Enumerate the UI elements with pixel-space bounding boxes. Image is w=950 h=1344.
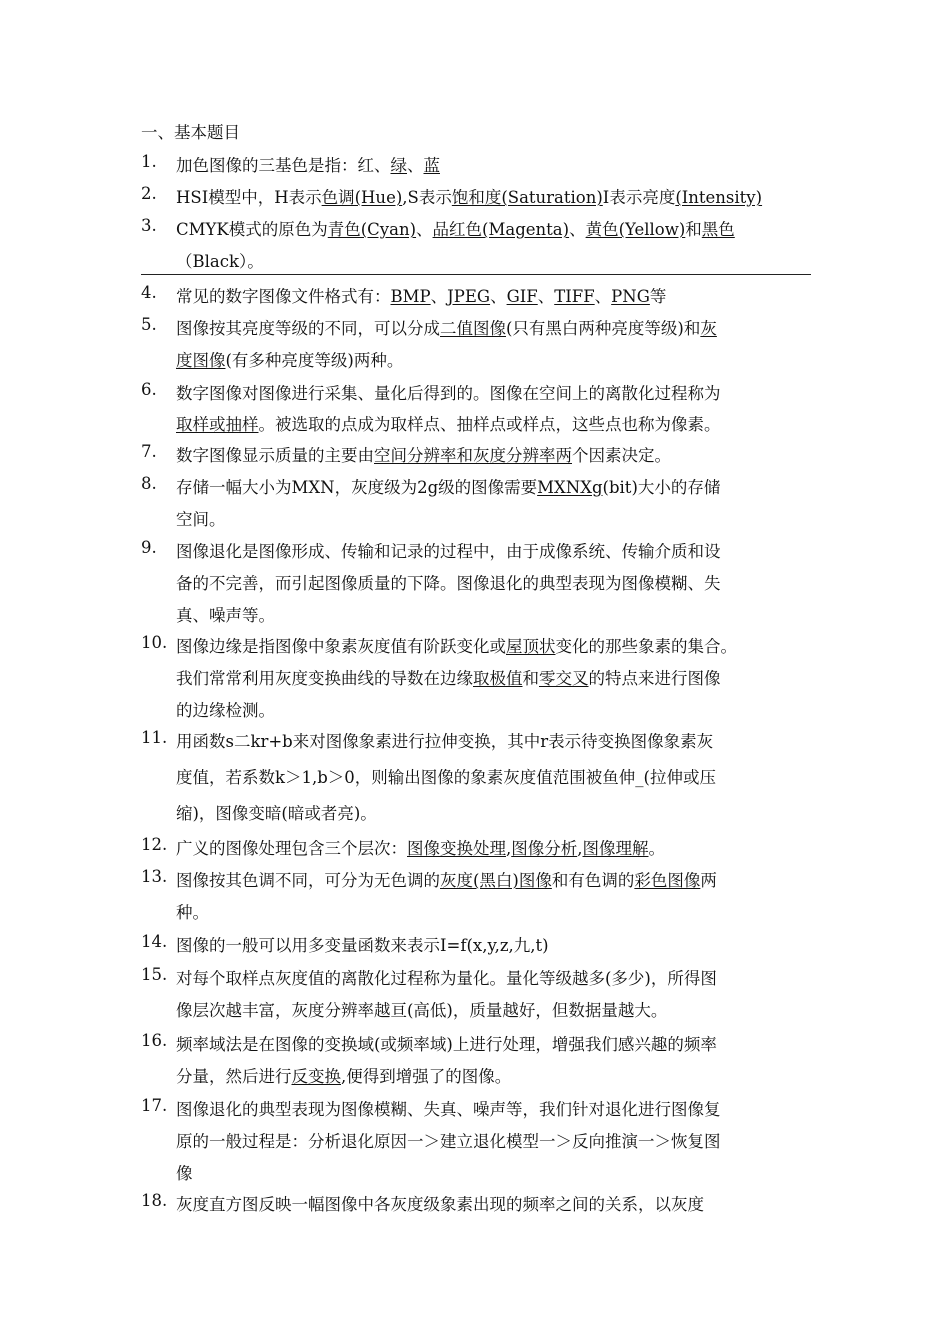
question-text: 灰度直方图反映一幅图像中各灰度级象素出现的频率之间的关系，以灰度 <box>176 1195 704 1214</box>
question-text: 、 <box>430 287 448 306</box>
answer-text: 灰 <box>700 319 717 338</box>
item-text-line <box>176 442 671 466</box>
item-number: 18. <box>141 1191 168 1210</box>
item-number: 12. <box>141 835 168 854</box>
item-text-line <box>176 665 721 689</box>
answer-text: 零交叉 <box>539 669 589 688</box>
question-text: 存储一幅大小为MXN，灰度级为2g级的图像需要 <box>176 478 538 497</box>
answer-text: 蓝 <box>423 156 440 175</box>
item-text-line <box>176 1191 704 1215</box>
item-number: 3. <box>141 216 157 235</box>
item-number: 1. <box>141 152 157 171</box>
item-text-line <box>176 184 762 208</box>
question-text: 像层次越丰富，灰度分辨率越亘(高低)，质量越好，但数据量越大。 <box>176 1001 668 1020</box>
item-number: 6. <box>141 380 157 399</box>
question-text: 图像边缘是指图像中象素灰度值有阶跃变化或 <box>176 637 506 656</box>
item-text-line <box>176 1063 511 1087</box>
section-heading: 一、基本题目 <box>141 123 240 142</box>
answer-text: 图像分析 <box>511 839 578 858</box>
item-text-line <box>176 764 716 788</box>
question-text: 原的一般过程是：分析退化原因一＞建立退化模型一＞反向推演一＞恢复图 <box>176 1132 721 1151</box>
question-text: 两 <box>700 871 717 890</box>
question-text: 真、噪声等。 <box>176 606 275 625</box>
item-text-line <box>176 380 721 404</box>
question-text: 分量，然后进行 <box>176 1067 292 1086</box>
item-text-line <box>176 602 275 626</box>
question-text: 数字图像对图像进行采集、量化后得到的。图像在空间上的离散化过程称为 <box>176 384 721 403</box>
answer-text: 二值图像 <box>440 319 506 338</box>
item-text-line <box>176 728 713 752</box>
item-text-line <box>176 216 735 240</box>
item-text-line <box>176 633 737 657</box>
question-text: 加色图像的三基色是指：红、 <box>176 156 391 175</box>
answer-text: 取极值 <box>473 669 523 688</box>
item-text-line <box>176 1160 193 1184</box>
item-text-line <box>176 867 717 891</box>
question-text: 度值，若系数k＞1,b＞0，则输出图像的象素灰度值范围被鱼伸_(拉伸或压 <box>176 768 716 787</box>
question-text: 常见的数字图像文件格式有： <box>176 287 391 306</box>
item-text-line <box>176 697 275 721</box>
question-text: ,S表示 <box>402 188 452 207</box>
answer-text: MXNXg <box>537 478 603 497</box>
question-text: 空间。 <box>176 510 226 529</box>
item-text-line <box>176 506 226 530</box>
item-text-line <box>176 248 264 272</box>
question-text: 我们常常利用灰度变换曲线的导数在边缘 <box>176 669 473 688</box>
question-text: 对每个取样点灰度值的离散化过程称为量化。量化等级越多(多少)，所得图 <box>176 969 717 988</box>
answer-text: 品红色(Magenta) <box>432 220 570 239</box>
item-number: 11. <box>141 728 168 747</box>
item-number: 16. <box>141 1031 168 1050</box>
answer-text: 取样或抽样 <box>176 415 259 434</box>
item-text-line <box>176 411 721 435</box>
question-text: 图像按其色调不同，可分为无色调的 <box>176 871 440 890</box>
question-text: 图像的一般可以用多变量函数来表示I=f(x,y,z,九,t) <box>176 936 549 955</box>
question-text: (bit)大小的存储 <box>602 478 721 497</box>
answer-text: 色调(Hue) <box>321 188 403 207</box>
question-text: 。被选取的点成为取样点、抽样点或样点，这些点也称为像素。 <box>258 415 721 434</box>
item-text-line <box>176 152 440 176</box>
question-text: 、 <box>569 220 586 239</box>
question-text: 数字图像显示质量的主要由 <box>176 446 374 465</box>
answer-text: 彩色图像 <box>634 871 701 890</box>
item-text-line <box>176 997 667 1021</box>
answer-text: 青色(Cyan) <box>327 220 417 239</box>
item-text-line <box>176 315 717 339</box>
question-text: 频率域法是在图像的变换域(或频率域)上进行处理，增强我们感兴趣的频率 <box>176 1035 717 1054</box>
question-text: 的特点来进行图像 <box>588 669 721 688</box>
question-text: （Black）。 <box>176 252 264 271</box>
item-number: 13. <box>141 867 168 886</box>
question-text: 图像按其亮度等级的不同，可以分成 <box>176 319 440 338</box>
question-text: I表示亮度 <box>602 188 676 207</box>
item-number: 15. <box>141 965 168 984</box>
item-number: 4. <box>141 283 157 302</box>
question-text: 用函数s二kr+b来对图像象素进行拉伸变换，其中r表示待变换图像象素灰 <box>176 732 714 751</box>
question-text: 、 <box>490 287 507 306</box>
answer-text: 度图像 <box>176 351 226 370</box>
item-text-line <box>176 1031 717 1055</box>
item-number: 10. <box>141 633 168 652</box>
item-number: 8. <box>141 474 157 493</box>
item-text-line <box>176 800 377 824</box>
question-text: 、 <box>537 287 555 306</box>
answer-text: 绿 <box>390 156 407 175</box>
answer-text: 屋顶状 <box>506 637 556 656</box>
answer-text: 图像理解 <box>582 839 649 858</box>
question-text: ,便得到增强了的图像。 <box>341 1067 512 1086</box>
question-text: , <box>577 839 583 858</box>
answer-text: 黄色(Yellow) <box>585 220 686 239</box>
question-text: 缩)，图像变暗(暗或者亮)。 <box>176 804 377 823</box>
item-number: 9. <box>141 538 157 557</box>
question-text: 图像退化是图像形成、传输和记录的过程中，由于成像系统、传输介质和设 <box>176 542 721 561</box>
item-text-line <box>176 1096 721 1120</box>
answer-text: PNG <box>611 287 650 306</box>
question-text: (有多种亮度等级)两种。 <box>225 351 404 370</box>
answer-text: GIF <box>506 287 538 306</box>
question-text: 和有色调的 <box>551 871 635 890</box>
question-text: 、 <box>416 220 433 239</box>
item-text-line <box>176 899 209 923</box>
item-text-line <box>176 347 403 371</box>
question-text: 图像退化的典型表现为图像模糊、失真、噪声等，我们针对退化进行图像复 <box>176 1100 721 1119</box>
horizontal-rule <box>141 274 811 275</box>
question-text: (只有黑白两种亮度等级)和 <box>506 319 701 338</box>
item-number: 14. <box>141 932 168 951</box>
question-text: 。 <box>648 839 665 858</box>
question-text: 备的不完善，而引起图像质量的下降。图像退化的典型表现为图像模糊、失 <box>176 574 721 593</box>
item-text-line <box>176 932 549 956</box>
question-text: , <box>506 839 512 858</box>
item-text-line <box>176 1128 721 1152</box>
item-text-line <box>176 283 666 307</box>
question-text: 和 <box>522 669 539 688</box>
question-text: 个因素决定。 <box>572 446 671 465</box>
question-text: HSI模型中，H表示 <box>176 188 322 207</box>
item-number: 7. <box>141 442 157 461</box>
answer-text: TIFF <box>554 287 595 306</box>
question-text: 、 <box>594 287 612 306</box>
item-text-line <box>176 474 720 498</box>
question-text: CMYK模式的原色为 <box>176 220 328 239</box>
question-text: 的边缘检测。 <box>176 701 275 720</box>
answer-text: 黑色 <box>701 220 735 239</box>
item-text-line <box>176 835 665 859</box>
item-number: 2. <box>141 184 157 203</box>
item-text-line <box>176 965 717 989</box>
answer-text: 图像变换处理 <box>407 839 506 858</box>
item-text-line <box>176 570 721 594</box>
item-text-line <box>176 538 721 562</box>
question-text: 、 <box>407 156 424 175</box>
question-text: 广义的图像处理包含三个层次： <box>176 839 407 858</box>
question-text: 和 <box>685 220 702 239</box>
answer-text: 饱和度(Saturation) <box>451 188 603 207</box>
answer-text: 空间分辨率和灰度分辨率两 <box>374 446 572 465</box>
answer-text: 灰度(黑白)图像 <box>440 871 552 890</box>
answer-text: BMP <box>390 287 431 306</box>
answer-text: JPEG <box>447 287 491 306</box>
question-text: 种。 <box>176 903 209 922</box>
answer-text: 反变换 <box>291 1067 341 1086</box>
answer-text: (Intensity) <box>675 188 763 207</box>
item-number: 17. <box>141 1096 168 1115</box>
item-number: 5. <box>141 315 157 334</box>
question-text: 等 <box>649 287 667 306</box>
question-text: 像 <box>176 1164 193 1183</box>
question-text: 变化的那些象素的集合。 <box>555 637 737 656</box>
